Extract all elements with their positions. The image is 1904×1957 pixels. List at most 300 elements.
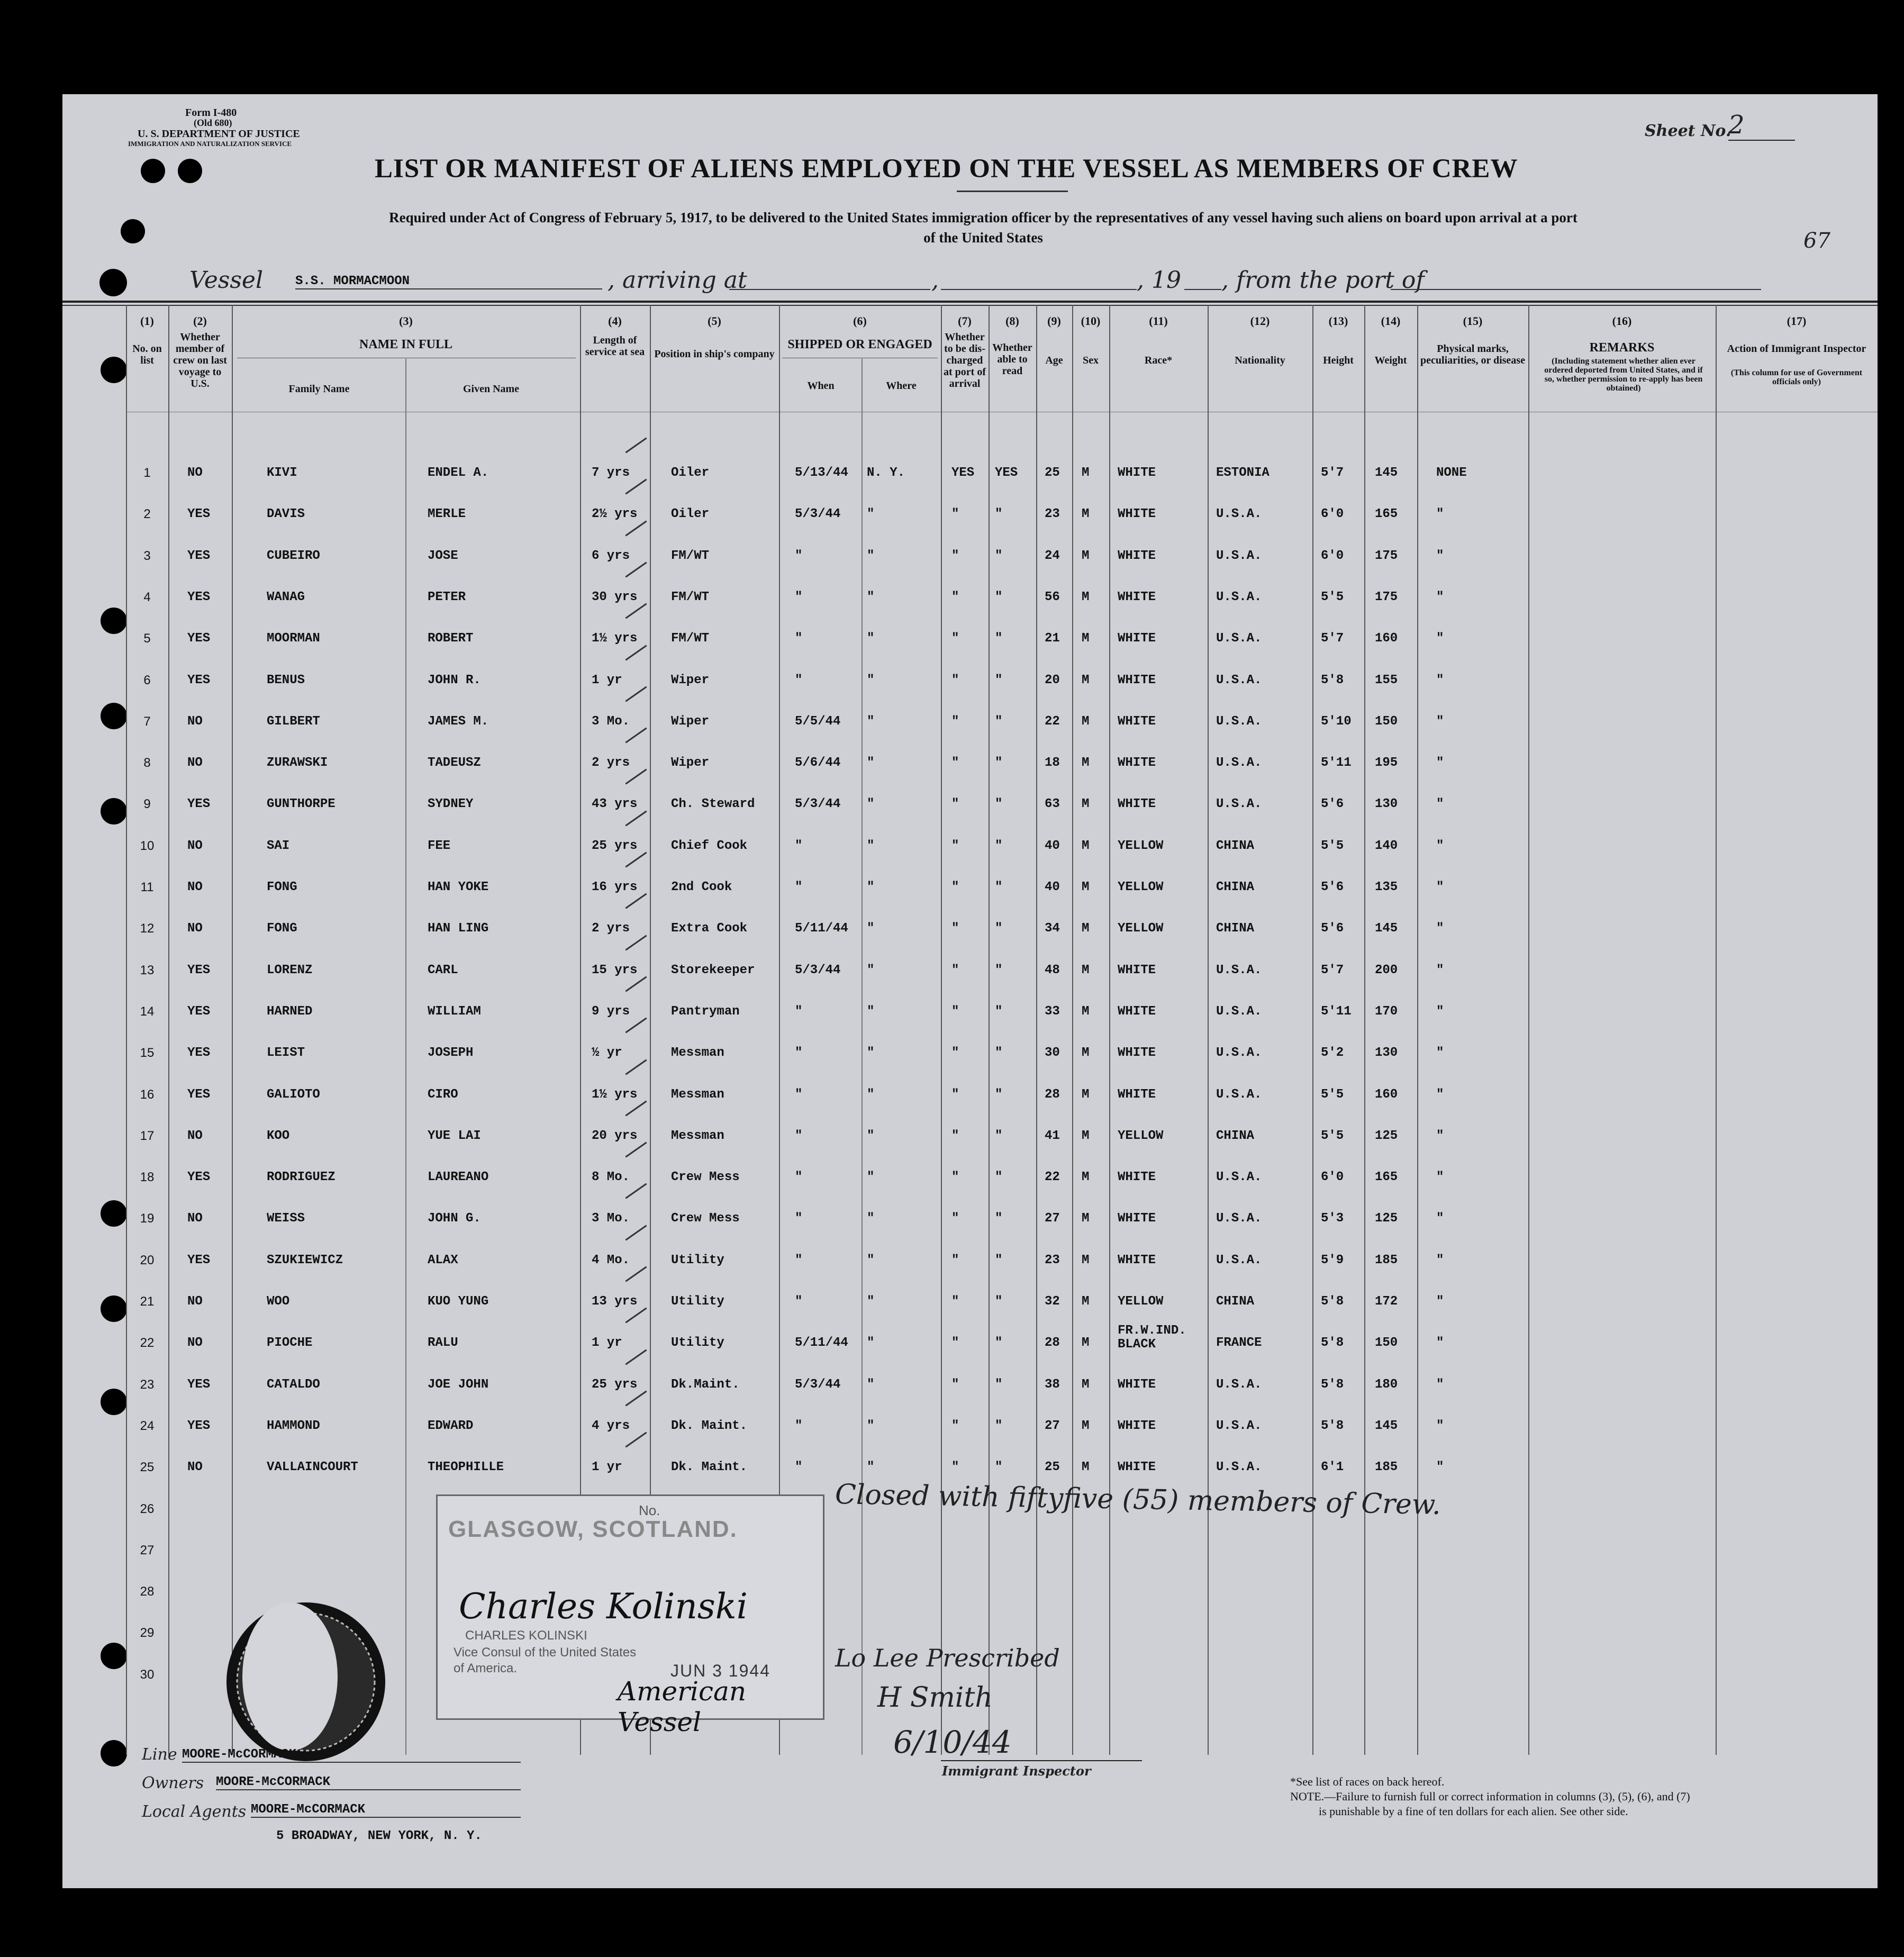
punch-hole <box>101 1643 127 1669</box>
cell-when: " <box>795 1418 803 1433</box>
check-mark <box>625 1018 647 1034</box>
cell-last: YES <box>187 590 211 604</box>
cell-marks: " <box>1436 673 1444 687</box>
cell-given: JOSEPH <box>428 1046 474 1061</box>
cell-last: NO <box>187 1336 203 1351</box>
cell-weight: 160 <box>1375 631 1398 646</box>
cell-when: " <box>795 548 803 563</box>
cell-read: " <box>995 631 1003 646</box>
empty-row-number: 26 <box>140 1501 155 1516</box>
stamp-place: GLASGOW, SCOTLAND. <box>448 1516 738 1542</box>
cell-service: 3 Mo. <box>592 1211 630 1226</box>
cell-given: PETER <box>428 590 466 604</box>
cell-race: WHITE <box>1118 466 1156 480</box>
page-number: 67 <box>1803 229 1830 253</box>
cell-when: 5/13/44 <box>795 466 848 480</box>
cell-age: 22 <box>1045 714 1060 729</box>
cell-when: " <box>795 673 803 687</box>
cell-position: Messman <box>671 1046 724 1061</box>
cell-marks: " <box>1436 1170 1444 1185</box>
col-num-16: (16) <box>1612 314 1632 328</box>
col-num-7: (7) <box>958 314 972 328</box>
owners-label: Owners <box>142 1774 204 1792</box>
cell-weight: 195 <box>1375 756 1398 771</box>
punch-hole <box>101 703 127 729</box>
cell-where: " <box>867 1418 875 1433</box>
col-divider <box>1417 305 1418 1755</box>
col-divider <box>1716 305 1717 1755</box>
cell-where: " <box>867 673 875 687</box>
cell-family: HAMMOND <box>267 1418 320 1433</box>
agents-label: Local Agents <box>142 1802 247 1821</box>
cell-disch: " <box>951 590 959 604</box>
cell-sex: M <box>1082 1170 1090 1185</box>
cell-where: " <box>867 921 875 936</box>
cell-nat: U.S.A. <box>1216 1004 1262 1019</box>
cell-height: 5'11 <box>1321 1004 1352 1019</box>
cell-race: YELLOW <box>1118 1294 1164 1309</box>
cell-read: " <box>995 1087 1003 1102</box>
cell-sex: M <box>1082 631 1090 646</box>
cell-sex: M <box>1082 507 1090 522</box>
cell-height: 5'5 <box>1321 1128 1344 1143</box>
cell-service: 2 yrs <box>592 756 630 771</box>
cell-when: " <box>795 880 803 894</box>
col-divider <box>1036 305 1037 1755</box>
cell-age: 28 <box>1045 1336 1060 1351</box>
col-head-sex: Sex <box>1083 355 1099 366</box>
cell-disch: " <box>951 1336 959 1351</box>
cell-n: 21 <box>140 1294 155 1309</box>
cell-given: WILLIAM <box>428 1004 481 1019</box>
cell-n: 9 <box>143 797 151 812</box>
table-top-rule2 <box>62 305 1878 306</box>
cell-n: 15 <box>140 1046 155 1061</box>
cell-marks: " <box>1436 631 1444 646</box>
cell-last: NO <box>187 880 203 894</box>
cell-given: KUO YUNG <box>428 1294 489 1309</box>
col-divider <box>941 305 942 1755</box>
cell-age: 30 <box>1045 1046 1060 1061</box>
cell-weight: 155 <box>1375 673 1398 687</box>
consular-stamp <box>436 1494 824 1737</box>
cell-where: " <box>867 1004 875 1019</box>
cell-age: 56 <box>1045 590 1060 604</box>
cell-last: YES <box>187 963 211 977</box>
cell-race: WHITE <box>1118 1253 1156 1267</box>
cell-family: MOORMAN <box>267 631 320 646</box>
cell-disch: " <box>951 548 959 563</box>
cell-service: 4 Mo. <box>592 1253 630 1267</box>
cell-family: FONG <box>267 880 297 894</box>
cell-family: CATALDO <box>267 1377 320 1392</box>
cell-height: 5'7 <box>1321 963 1344 977</box>
cell-given: JOHN R. <box>428 673 481 687</box>
cell-weight: 170 <box>1375 1004 1398 1019</box>
cell-service: 2½ yrs <box>592 507 638 522</box>
cell-where: " <box>867 1128 875 1143</box>
col-divider <box>1109 305 1110 1755</box>
cell-disch: " <box>951 507 959 522</box>
cell-when: " <box>795 590 803 604</box>
cell-read: " <box>995 1294 1003 1309</box>
cell-n: 22 <box>140 1336 155 1351</box>
cell-race: WHITE <box>1118 1170 1156 1185</box>
cell-marks: " <box>1436 1046 1444 1061</box>
check-mark <box>625 479 647 495</box>
year-label: , 19 <box>1137 267 1181 294</box>
col-head-service: Length of service at sea <box>585 334 645 358</box>
cell-disch: " <box>951 1004 959 1019</box>
cell-read: " <box>995 507 1003 522</box>
cell-n: 12 <box>140 921 155 936</box>
cell-position: Extra Cook <box>671 921 748 936</box>
cell-nat: CHINA <box>1216 1128 1255 1143</box>
cell-given: SYDNEY <box>428 797 474 812</box>
cell-family: KIVI <box>267 466 297 480</box>
cell-weight: 185 <box>1375 1460 1398 1475</box>
cell-service: 20 yrs <box>592 1128 638 1143</box>
cell-n: 3 <box>143 548 151 563</box>
cell-last: YES <box>187 631 211 646</box>
col-head-action-note: (This column for use of Government officials only) <box>1730 368 1863 386</box>
cell-read: " <box>995 1211 1003 1226</box>
cell-weight: 125 <box>1375 1128 1398 1143</box>
cell-where: " <box>867 1460 875 1475</box>
cell-height: 5'2 <box>1321 1046 1344 1061</box>
form-title: LIST OR MANIFEST OF ALIENS EMPLOYED ON THE VESSEL AS MEMBERS OF CREW <box>375 154 1518 184</box>
cell-when: 5/3/44 <box>795 797 841 812</box>
cell-where: " <box>867 1211 875 1226</box>
cell-where: " <box>867 1046 875 1061</box>
cell-height: 5'10 <box>1321 714 1352 729</box>
cell-n: 4 <box>143 590 151 604</box>
from-port-label: , from the port of <box>1221 267 1425 294</box>
cell-weight: 145 <box>1375 921 1398 936</box>
cell-race: YELLOW <box>1118 1128 1164 1143</box>
cell-weight: 200 <box>1375 963 1398 977</box>
col-head-remarks: REMARKS <box>1589 341 1655 355</box>
title-rule <box>957 191 1068 192</box>
cell-last: YES <box>187 1418 211 1433</box>
agents-value: MOORE-McCORMACK <box>251 1802 521 1818</box>
cell-disch: " <box>951 880 959 894</box>
cell-height: 6'0 <box>1321 548 1344 563</box>
cell-nat: CHINA <box>1216 838 1255 853</box>
immigrant-inspector-label: Immigrant Inspector <box>942 1763 1091 1779</box>
cell-race: WHITE <box>1118 797 1156 812</box>
cell-position: Ch. Steward <box>671 797 755 812</box>
cell-race: YELLOW <box>1118 880 1164 894</box>
cell-n: 6 <box>143 673 151 687</box>
cell-age: 48 <box>1045 963 1060 977</box>
cell-nat: U.S.A. <box>1216 1087 1262 1102</box>
cell-sex: M <box>1082 756 1090 771</box>
cell-where: " <box>867 507 875 522</box>
cell-height: 5'8 <box>1321 673 1344 687</box>
cell-when: " <box>795 1294 803 1309</box>
cell-race: WHITE <box>1118 963 1156 977</box>
col-divider <box>1208 305 1209 1755</box>
cell-weight: 145 <box>1375 1418 1398 1433</box>
cell-family: WANAG <box>267 590 305 604</box>
cell-disch: " <box>951 1253 959 1267</box>
cell-last: YES <box>187 1253 211 1267</box>
cell-position: Pantryman <box>671 1004 740 1019</box>
cell-given: FEE <box>428 838 451 853</box>
cell-service: 30 yrs <box>592 590 638 604</box>
cell-weight: 160 <box>1375 1087 1398 1102</box>
cell-marks: NONE <box>1436 466 1467 480</box>
department: U. S. DEPARTMENT OF JUSTICE <box>138 128 300 140</box>
cell-marks: " <box>1436 1253 1444 1267</box>
col-head-position: Position in ship's company <box>654 348 775 360</box>
cell-position: Dk. Maint. <box>671 1418 748 1433</box>
cell-marks: " <box>1436 1128 1444 1143</box>
cell-given: JAMES M. <box>428 714 489 729</box>
cell-weight: 180 <box>1375 1377 1398 1392</box>
cell-position: Dk. Maint. <box>671 1460 748 1475</box>
cell-disch: " <box>951 797 959 812</box>
cell-weight: 130 <box>1375 1046 1398 1061</box>
cell-when: " <box>795 1460 803 1475</box>
cell-height: 5'6 <box>1321 880 1344 894</box>
cell-height: 5'7 <box>1321 631 1344 646</box>
cell-given: TADEUSZ <box>428 756 481 771</box>
cell-marks: " <box>1436 1004 1444 1019</box>
cell-race: WHITE <box>1118 1087 1156 1102</box>
cell-sex: M <box>1082 1046 1090 1061</box>
cell-when: " <box>795 631 803 646</box>
cell-disch: " <box>951 1294 959 1309</box>
arriving-port-field <box>729 289 930 290</box>
cell-last: NO <box>187 921 203 936</box>
cell-race: WHITE <box>1118 673 1156 687</box>
cell-disch: " <box>951 1377 959 1392</box>
cell-service: 2 yrs <box>592 921 630 936</box>
col-head-remarks-note: (Including statement whether alien ever ordered deported from United States, and if so, whether permission to re-apply has been obtained) <box>1544 357 1703 393</box>
cell-height: 5'11 <box>1321 756 1352 771</box>
col-num-15: (15) <box>1463 314 1483 328</box>
col-head-no: No. on list <box>132 343 162 366</box>
cell-service: 1 yr <box>592 1460 622 1475</box>
cell-when: " <box>795 1128 803 1143</box>
punch-hole <box>101 1200 127 1227</box>
cell-sex: M <box>1082 1004 1090 1019</box>
col-divider <box>1312 305 1313 1755</box>
cell-disch: " <box>951 1211 959 1226</box>
cell-marks: " <box>1436 714 1444 729</box>
cell-service: 1 yr <box>592 1336 622 1351</box>
check-mark <box>625 1432 647 1448</box>
cell-sex: M <box>1082 1294 1090 1309</box>
cell-nat: U.S.A. <box>1216 1418 1262 1433</box>
cell-disch: " <box>951 963 959 977</box>
cell-position: 2nd Cook <box>671 880 732 894</box>
cell-height: 5'6 <box>1321 797 1344 812</box>
check-mark <box>625 728 647 744</box>
check-mark <box>625 893 647 909</box>
check-mark <box>625 810 647 826</box>
cell-sex: M <box>1082 1211 1090 1226</box>
cell-marks: " <box>1436 963 1444 977</box>
cell-where: " <box>867 756 875 771</box>
cell-position: Utility <box>671 1336 724 1351</box>
cell-age: 18 <box>1045 756 1060 771</box>
sheet-number: 2 <box>1728 110 1795 141</box>
cell-disch: YES <box>951 466 975 480</box>
cell-service: 15 yrs <box>592 963 638 977</box>
cell-nat: U.S.A. <box>1216 714 1262 729</box>
cell-height: 5'8 <box>1321 1377 1344 1392</box>
col-head-discharged: Whether to be dis-charged at port of arrival <box>944 331 986 389</box>
cell-age: 40 <box>1045 880 1060 894</box>
cell-age: 34 <box>1045 921 1060 936</box>
cell-nat: U.S.A. <box>1216 631 1262 646</box>
cell-n: 11 <box>140 880 154 894</box>
empty-row-number: 30 <box>140 1667 155 1682</box>
col-num-13: (13) <box>1328 314 1348 328</box>
cell-read: " <box>995 1128 1003 1143</box>
cell-weight: 165 <box>1375 1170 1398 1185</box>
cell-when: " <box>795 1046 803 1061</box>
cell-service: 7 yrs <box>592 466 630 480</box>
cell-disch: " <box>951 714 959 729</box>
cell-read: " <box>995 756 1003 771</box>
cell-last: YES <box>187 797 211 812</box>
cell-where: N. Y. <box>867 466 905 480</box>
cell-last: NO <box>187 1128 203 1143</box>
cell-when: 5/3/44 <box>795 507 841 522</box>
cell-race: WHITE <box>1118 1046 1156 1061</box>
cell-disch: " <box>951 1046 959 1061</box>
cell-sex: M <box>1082 673 1090 687</box>
col-divider <box>405 359 406 1755</box>
cell-position: Utility <box>671 1253 724 1267</box>
cell-where: " <box>867 963 875 977</box>
cell-sex: M <box>1082 838 1090 853</box>
cell-height: 5'6 <box>1321 921 1344 936</box>
punch-hole <box>101 1389 127 1415</box>
cell-sex: M <box>1082 1128 1090 1143</box>
cell-age: 28 <box>1045 1087 1060 1102</box>
cell-given: THEOPHILLE <box>428 1460 504 1475</box>
check-mark <box>625 935 647 950</box>
cell-family: DAVIS <box>267 507 305 522</box>
cell-race: WHITE <box>1118 756 1156 771</box>
cell-position: Dk.Maint. <box>671 1377 740 1392</box>
col-head-name: NAME IN FULL <box>359 338 452 351</box>
cell-n: 5 <box>143 631 151 646</box>
cell-where: " <box>867 1294 875 1309</box>
cell-race: WHITE <box>1118 631 1156 646</box>
cell-height: 5'8 <box>1321 1418 1344 1433</box>
inspector-line <box>941 1760 1142 1761</box>
cell-family: GALIOTO <box>267 1087 320 1102</box>
cell-when: " <box>795 838 803 853</box>
cell-n: 24 <box>140 1418 155 1433</box>
cell-last: NO <box>187 714 203 729</box>
empty-row-number: 28 <box>140 1584 155 1599</box>
cell-height: 5'8 <box>1321 1294 1344 1309</box>
cell-weight: 150 <box>1375 1336 1398 1351</box>
cell-nat: CHINA <box>1216 1294 1255 1309</box>
check-mark <box>625 1266 647 1282</box>
cell-position: Wiper <box>671 673 710 687</box>
cell-family: GILBERT <box>267 714 320 729</box>
arrival-date-field <box>941 289 1137 290</box>
col-divider <box>862 359 863 1755</box>
cell-last: NO <box>187 466 203 480</box>
cell-weight: 130 <box>1375 797 1398 812</box>
cell-n: 14 <box>140 1004 155 1019</box>
col-head-race: Race* <box>1144 355 1173 366</box>
punch-hole <box>178 159 202 183</box>
col-divider <box>1072 305 1073 1755</box>
cell-marks: " <box>1436 921 1444 936</box>
cell-read: " <box>995 880 1003 894</box>
cell-race: WHITE <box>1118 590 1156 604</box>
cell-marks: " <box>1436 1377 1444 1392</box>
check-mark <box>625 561 647 577</box>
cell-position: Oiler <box>671 466 710 480</box>
cell-family: WOO <box>267 1294 290 1309</box>
cell-age: 40 <box>1045 838 1060 853</box>
cell-read: " <box>995 963 1003 977</box>
cell-marks: " <box>1436 756 1444 771</box>
cell-service: 3 Mo. <box>592 714 630 729</box>
cell-age: 20 <box>1045 673 1060 687</box>
cell-read: " <box>995 797 1003 812</box>
cell-marks: " <box>1436 1418 1444 1433</box>
arriving-label: , arriving at <box>608 267 747 294</box>
cell-last: YES <box>187 1046 211 1061</box>
sheet-label: Sheet No. <box>1645 122 1731 140</box>
subtitle-line1: Required under Act of Congress of February 5, 1917, to be delivered to the United States immigration officer by the representatives of any vessel having such aliens on board upon arrival at a port <box>389 210 1577 225</box>
cell-given: CIRO <box>428 1087 458 1102</box>
cell-service: 43 yrs <box>592 797 638 812</box>
cell-nat: U.S.A. <box>1216 1253 1262 1267</box>
cell-when: 5/3/44 <box>795 1377 841 1392</box>
cell-weight: 150 <box>1375 714 1398 729</box>
cell-read: " <box>995 1336 1003 1351</box>
cell-when: 5/11/44 <box>795 921 848 936</box>
comma-separator: , <box>931 267 939 294</box>
col-divider <box>1528 305 1529 1755</box>
col-head-age: Age <box>1045 355 1063 366</box>
cell-read: " <box>995 1253 1003 1267</box>
cell-service: 4 yrs <box>592 1418 630 1433</box>
cell-where: " <box>867 590 875 604</box>
check-mark <box>625 520 647 536</box>
cell-weight: 175 <box>1375 590 1398 604</box>
col-num-5: (5) <box>708 314 721 328</box>
col-num-2: (2) <box>193 314 207 328</box>
cell-service: 25 yrs <box>592 838 638 853</box>
col-head-family: Family Name <box>288 383 350 395</box>
cell-read: " <box>995 1377 1003 1392</box>
col-num-6: (6) <box>853 314 867 328</box>
cell-nat: U.S.A. <box>1216 1377 1262 1392</box>
cell-given: JOHN G. <box>428 1211 481 1226</box>
stamp-officer-name: CHARLES KOLINSKI <box>465 1628 587 1643</box>
cell-nat: U.S.A. <box>1216 507 1262 522</box>
cell-n: 25 <box>140 1460 155 1475</box>
cell-age: 32 <box>1045 1294 1060 1309</box>
col-num-4: (4) <box>608 314 622 328</box>
cell-nat: U.S.A. <box>1216 963 1262 977</box>
cell-service: 13 yrs <box>592 1294 638 1309</box>
